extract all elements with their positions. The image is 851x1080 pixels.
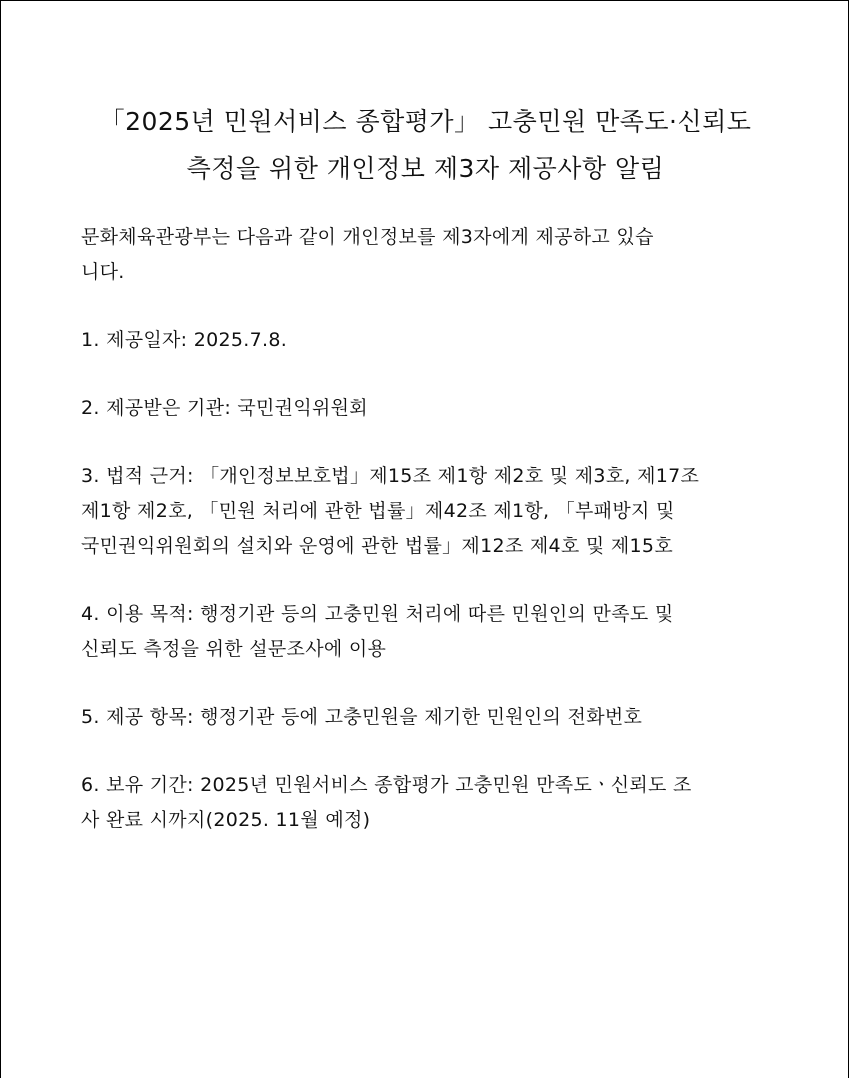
item-provision-date bbox=[81, 323, 771, 358]
item-line: 1. 제공일자: 2025.7.8. bbox=[81, 329, 288, 351]
title-line-1: 「2025년 민원서비스 종합평가」 고충민원 만족도·신뢰도 bbox=[99, 107, 752, 136]
title-line-2: 측정을 위한 개인정보 제3자 제공사항 알림 bbox=[186, 154, 665, 183]
item-line: 2. 제공받은 기관: 국민권익위원회 bbox=[81, 397, 368, 419]
item-line: 사 완료 시까지(2025. 11월 예정) bbox=[81, 809, 371, 831]
item-provided-fields bbox=[81, 700, 771, 735]
item-legal-basis bbox=[81, 459, 771, 564]
item-line: 제1항 제2호, 「민원 처리에 관한 법률」제42조 제1항, 「부패방지 및 bbox=[81, 500, 675, 522]
item-line: 3. 법적 근거: 「개인정보보호법」제15조 제1항 제2호 및 제3호, 제17조 bbox=[81, 465, 700, 487]
intro-line-2: 니다. bbox=[81, 261, 125, 283]
intro-paragraph bbox=[81, 220, 771, 290]
item-recipient-agency bbox=[81, 391, 771, 426]
item-line: 4. 이용 목적: 행정기관 등의 고충민원 처리에 따른 민원인의 만족도 및 bbox=[81, 603, 674, 625]
item-line: 신뢰도 측정을 위한 설문조사에 이용 bbox=[81, 638, 387, 660]
notice-title bbox=[40, 98, 811, 192]
item-line: 6. 보유 기간: 2025년 민원서비스 종합평가 고충민원 만족도ㆍ신뢰도 조 bbox=[81, 774, 692, 796]
notice-body bbox=[81, 220, 771, 871]
item-line: 5. 제공 항목: 행정기관 등에 고충민원을 제기한 민원인의 전화번호 bbox=[81, 706, 643, 728]
item-purpose bbox=[81, 597, 771, 667]
item-retention-period bbox=[81, 768, 771, 838]
item-line: 국민권익위원회의 설치와 운영에 관한 법률」제12조 제4호 및 제15호 bbox=[81, 535, 673, 557]
intro-line-1: 문화체육관광부는 다음과 같이 개인정보를 제3자에게 제공하고 있습 bbox=[81, 226, 654, 248]
